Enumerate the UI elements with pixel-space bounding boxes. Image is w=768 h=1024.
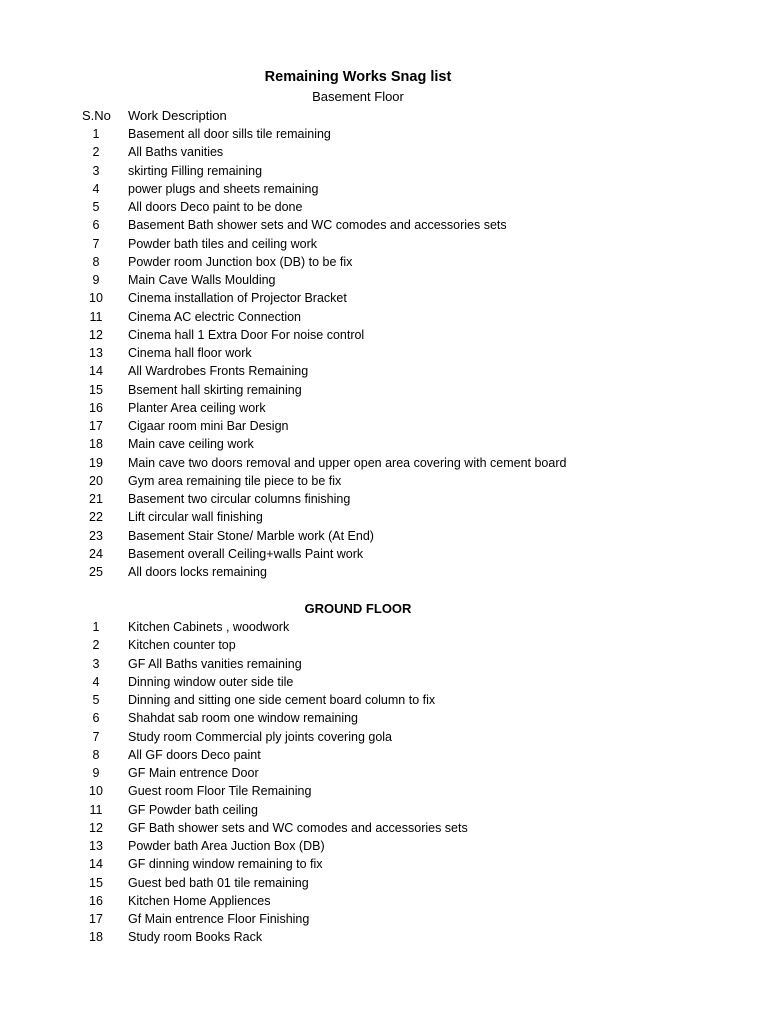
list-item <box>0 801 768 819</box>
item-number: 14 <box>89 364 103 379</box>
item-description: skirting Filling remaining <box>128 163 263 178</box>
list-item <box>0 855 768 873</box>
item-number: 12 <box>89 820 103 835</box>
item-number: 16 <box>89 893 103 908</box>
item-number: 23 <box>89 528 103 543</box>
item-number: 7 <box>92 236 100 251</box>
item-description: Cigaar room mini Bar Design <box>128 419 289 433</box>
item-number: 22 <box>89 510 103 525</box>
item-description: All Wardrobes Fronts Remaining <box>128 364 309 379</box>
list-item <box>0 253 768 271</box>
item-number: 13 <box>89 839 103 853</box>
item-number: 15 <box>89 382 103 397</box>
list-item <box>0 235 768 253</box>
item-description: Cinema AC electric Connection <box>128 309 301 324</box>
item-number: 11 <box>89 802 103 817</box>
list-item <box>0 508 768 526</box>
item-number: 3 <box>92 163 100 178</box>
item-number: 18 <box>89 930 103 945</box>
item-number: 24 <box>89 546 103 561</box>
item-description: Planter Area ceiling work <box>128 400 266 415</box>
list-item <box>0 490 768 508</box>
list-item <box>0 180 768 198</box>
list-item <box>0 728 768 746</box>
item-description: GF Main entrence Door <box>128 766 259 780</box>
list-item <box>0 928 768 946</box>
list-item <box>0 782 768 800</box>
list-item <box>0 874 768 892</box>
item-description: All Baths vanities <box>128 145 224 160</box>
list-item <box>0 454 768 472</box>
list-item <box>0 417 768 435</box>
item-number: 3 <box>92 656 100 671</box>
list-item <box>0 764 768 782</box>
item-description: Study room Commercial ply joints covering gola <box>128 729 392 744</box>
item-number: 16 <box>89 400 103 415</box>
list-item <box>0 709 768 727</box>
item-number: 18 <box>89 437 103 452</box>
item-number: 21 <box>89 492 103 506</box>
item-number: 11 <box>89 309 103 324</box>
list-item <box>0 636 768 654</box>
list-item <box>0 271 768 289</box>
list-item <box>0 910 768 928</box>
item-description: Main Cave Walls Moulding <box>128 273 276 287</box>
item-description: Kitchen counter top <box>128 638 236 653</box>
item-description: Gf Main entrence Floor Finishing <box>128 912 310 926</box>
list-item <box>0 655 768 673</box>
item-number: 6 <box>92 218 100 233</box>
list-item <box>0 563 768 581</box>
item-description: Cinema hall floor work <box>128 346 252 360</box>
item-description: power plugs and sheets remaining <box>128 181 319 196</box>
item-number: 9 <box>92 273 100 287</box>
list-item <box>0 162 768 180</box>
item-number: 6 <box>92 711 100 726</box>
item-number: 8 <box>92 254 100 269</box>
item-number: 14 <box>89 857 103 872</box>
list-item <box>0 691 768 709</box>
item-number: 5 <box>92 200 100 214</box>
list-item <box>0 308 768 326</box>
item-number: 10 <box>89 291 103 306</box>
item-description: Basement two circular columns finishing <box>128 492 351 506</box>
item-description: Guest bed bath 01 tile remaining <box>128 875 309 890</box>
list-item <box>0 326 768 344</box>
list-item <box>0 216 768 234</box>
item-description: All doors Deco paint to be done <box>128 200 303 214</box>
list-item <box>0 618 768 636</box>
item-description: Basement Bath shower sets and WC comodes and accessories sets <box>128 218 507 233</box>
item-description: All doors locks remaining <box>128 565 267 579</box>
item-number: 15 <box>89 875 103 890</box>
item-number: 4 <box>92 181 100 196</box>
item-description: GF dinning window remaining to fix <box>128 857 323 872</box>
item-number: 17 <box>89 419 103 433</box>
item-description: Cinema hall 1 Extra Door For noise control <box>128 327 365 342</box>
item-number: 1 <box>92 620 100 634</box>
item-description: Shahdat sab room one window remaining <box>128 711 358 726</box>
item-description: Lift circular wall finishing <box>128 510 263 525</box>
list-item <box>0 435 768 453</box>
item-description: Study room Books Rack <box>128 930 263 945</box>
list-item <box>0 472 768 490</box>
list-item <box>0 198 768 216</box>
list-item <box>0 399 768 417</box>
item-number: 1 <box>92 127 100 141</box>
work-description-column-header: Work Description <box>128 108 227 123</box>
item-number: 10 <box>89 784 103 799</box>
item-description: Kitchen Cabinets , woodwork <box>128 620 290 634</box>
item-number: 20 <box>89 473 103 488</box>
item-description: Main cave two doors removal and upper open area covering with cement board <box>128 455 567 470</box>
item-description: Basement all door sills tile remaining <box>128 127 331 141</box>
item-number: 7 <box>92 729 100 744</box>
item-number: 17 <box>89 912 103 926</box>
list-item <box>0 892 768 910</box>
ground-floor-snag-list <box>0 618 768 947</box>
item-description: Powder bath tiles and ceiling work <box>128 236 317 251</box>
item-description: Main cave ceiling work <box>128 437 254 452</box>
list-item <box>0 673 768 691</box>
basement-section-heading: Basement Floor <box>312 89 404 104</box>
basement-snag-list <box>0 125 768 581</box>
item-description: GF Bath shower sets and WC comodes and accessories sets <box>128 820 468 835</box>
list-item <box>0 289 768 307</box>
item-number: 5 <box>92 693 100 707</box>
list-item <box>0 819 768 837</box>
document-title: Remaining Works Snag list <box>264 69 452 85</box>
item-number: 12 <box>89 327 103 342</box>
item-description: Dinning and sitting one side cement board column to fix <box>128 693 436 707</box>
list-item <box>0 125 768 143</box>
item-description: GF Powder bath ceiling <box>128 802 258 817</box>
list-item <box>0 837 768 855</box>
list-item <box>0 143 768 161</box>
list-item <box>0 362 768 380</box>
ground-floor-section-heading: GROUND FLOOR <box>304 601 412 616</box>
list-item <box>0 381 768 399</box>
item-number: 4 <box>92 674 100 689</box>
item-number: 2 <box>92 145 100 160</box>
item-number: 25 <box>89 565 103 579</box>
item-number: 13 <box>89 346 103 360</box>
item-number: 19 <box>89 455 103 470</box>
item-number: 8 <box>92 747 100 762</box>
item-description: Guest room Floor Tile Remaining <box>128 784 312 799</box>
item-description: All GF doors Deco paint <box>128 747 261 762</box>
list-item <box>0 527 768 545</box>
item-number: 9 <box>92 766 100 780</box>
item-description: Dinning window outer side tile <box>128 674 294 689</box>
list-item <box>0 545 768 563</box>
item-number: 2 <box>92 638 100 653</box>
sno-column-header: S.No <box>82 108 111 123</box>
list-item <box>0 344 768 362</box>
item-description: Gym area remaining tile piece to be fix <box>128 473 342 488</box>
item-description: Cinema installation of Projector Bracket <box>128 291 347 306</box>
item-description: Powder bath Area Juction Box (DB) <box>128 839 325 853</box>
item-description: GF All Baths vanities remaining <box>128 656 302 671</box>
list-item <box>0 746 768 764</box>
item-description: Powder room Junction box (DB) to be fix <box>128 254 353 269</box>
item-description: Kitchen Home Appliences <box>128 893 271 908</box>
item-description: Basement overall Ceiling+walls Paint work <box>128 546 364 561</box>
item-description: Bsement hall skirting remaining <box>128 382 302 397</box>
item-description: Basement Stair Stone/ Marble work (At End) <box>128 528 374 543</box>
